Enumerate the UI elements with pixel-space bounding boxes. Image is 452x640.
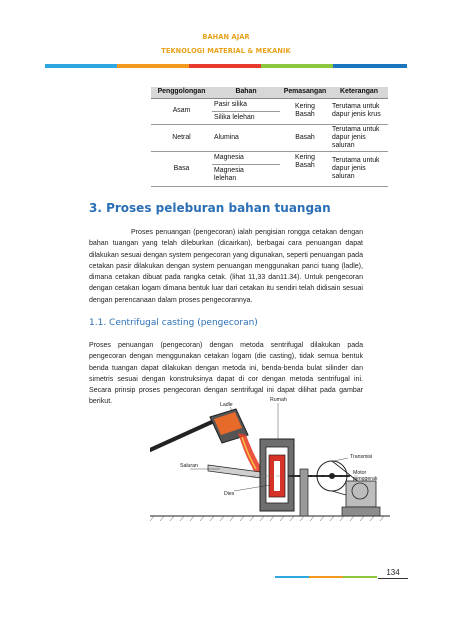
table-cell: Basah bbox=[280, 124, 330, 151]
table-cell bbox=[330, 98, 388, 124]
ground-hatch bbox=[150, 516, 384, 521]
ladle-handle bbox=[150, 421, 214, 450]
table-cell-text: Terutama untuk dapur jenis saluran bbox=[332, 156, 380, 180]
table-row bbox=[151, 124, 388, 151]
label-rumah: Rumah bbox=[270, 397, 287, 403]
table-row bbox=[151, 98, 388, 111]
table-cell bbox=[280, 151, 330, 186]
table-cell-group: Basa bbox=[151, 151, 212, 186]
header-stripe-4 bbox=[261, 64, 333, 68]
table-cell bbox=[280, 98, 330, 124]
table-cell: Pasir silika bbox=[212, 98, 280, 111]
table-cell-text: Kering Basah bbox=[295, 103, 315, 118]
header-subtitle: TEKNOLOGI MATERIAL & MEKANIK bbox=[161, 47, 291, 55]
leader-transmisi bbox=[334, 458, 348, 461]
table-cell: Alumina bbox=[212, 124, 280, 151]
column-header: Pemasangan bbox=[280, 87, 330, 98]
table-cell-text: Kering Basah bbox=[295, 153, 315, 169]
table-cell-group: Netral bbox=[151, 124, 212, 151]
table-cell-text: Terutama untuk dapur jenis saluran bbox=[332, 125, 380, 149]
header-stripe-5 bbox=[333, 64, 407, 68]
table-cell: Silika lelehan bbox=[212, 111, 280, 124]
table-cell-text: Magnesia lelehan bbox=[214, 167, 244, 182]
column-header: Bahan bbox=[212, 87, 280, 98]
section-paragraph: Proses penuangan (pengecoran) ialah pengisian rongga cetakan dengan bahan tuangan yang telah dileburkan (dicairkan), berbagai cara penuangan dapat dilakukan sesuai dengan system pengecoran yang digunakan, seperti penuangan pada cetakan pasir dilakukan dengan system penuangan menggunakan panci tuang (ladle), dimana cetakan dibuat pada rangka cetak. (lihat 11,33 dan11.34). Untuk pengecoran dengan cetakan logam dimana bentuk luar dari cetakan itu sendiri telah didisain sesuai dengan perencanaan dalam proses pengecorannya. bbox=[89, 229, 363, 304]
subsection-heading: 1.1. Centrifugal casting (pengecoran) bbox=[89, 318, 258, 328]
transmisi-pulley-hub bbox=[329, 473, 335, 479]
table-cell bbox=[212, 164, 280, 186]
subsection-paragraph: Proses penuangan (pengecoran) dengan metoda sentrifugal dilakukan pada pengecoran dengan menggunakan cetakan logam (die casting), tidak semua bentuk benda tuangan dapat dilakukan dengan metoda ini, benda-benda bulat silinder dan simetris sesuai dengan konstruksinya dapat di cor dengan metoda sentrifugal ini. Secara prinsip proses pengecoran dengan sentrifugal ini dapat dilihat pada gambar berikut. bbox=[89, 342, 363, 406]
footer-line-3 bbox=[343, 576, 377, 578]
table-cell bbox=[330, 151, 388, 186]
table-row bbox=[151, 151, 388, 164]
label-transmisi: Transmisi bbox=[350, 454, 373, 460]
motor-penggerak bbox=[346, 481, 376, 507]
bearing-stand bbox=[300, 469, 308, 516]
refractory-table bbox=[151, 87, 388, 187]
section-heading: 3. Proses peleburan bahan tuangan bbox=[89, 201, 331, 215]
footer-line-1 bbox=[275, 576, 309, 578]
label-motor-penggerak: penggerak bbox=[353, 476, 378, 482]
header-stripe-3 bbox=[189, 64, 261, 68]
column-header: Keterangan bbox=[330, 87, 388, 98]
table-header-row bbox=[151, 87, 388, 98]
label-ladle: Ladle bbox=[220, 402, 233, 408]
label-saluran: Saluran bbox=[180, 463, 198, 469]
centrifugal-casting-figure bbox=[150, 395, 390, 525]
header-title: BAHAN AJAR bbox=[202, 33, 250, 41]
table-cell-group: Asam bbox=[151, 98, 212, 124]
motor-base bbox=[342, 507, 380, 516]
table-cell bbox=[330, 124, 388, 151]
page-number: 134 bbox=[378, 568, 408, 579]
header-stripe-2 bbox=[117, 64, 189, 68]
label-motor: Motor bbox=[353, 470, 367, 476]
label-dies: Dies bbox=[224, 491, 235, 497]
table-cell: Magnesia bbox=[212, 151, 280, 164]
header-stripe-1 bbox=[45, 64, 117, 68]
table-cell-text: Terutama untuk dapur jenis krus bbox=[332, 103, 381, 118]
column-header: Penggolongan bbox=[151, 87, 212, 98]
footer-line-2 bbox=[309, 576, 343, 578]
